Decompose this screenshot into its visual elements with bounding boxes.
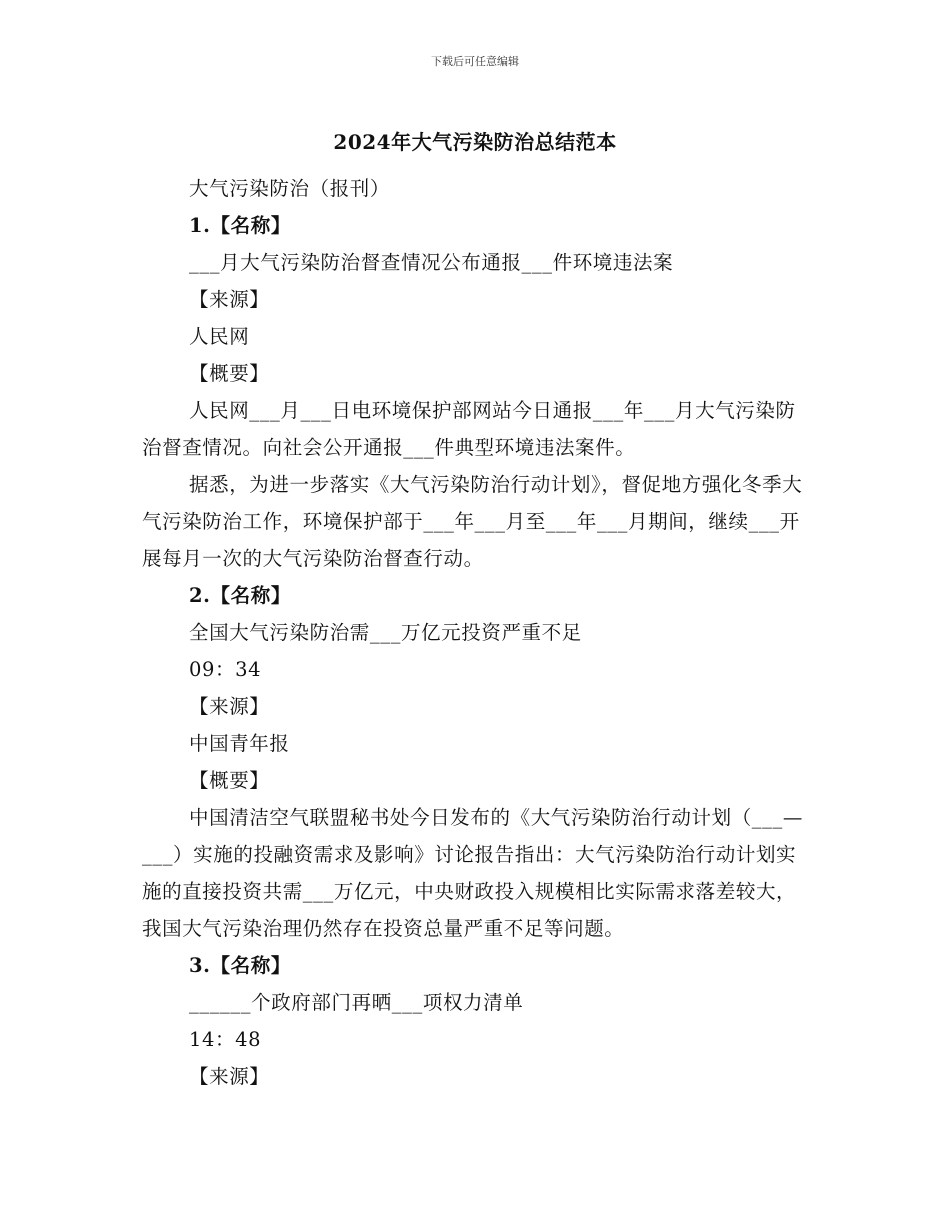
paragraph: 【来源】 bbox=[189, 288, 270, 311]
paragraph: 据悉，为进一步落实《大气污染防治行动计划》，督促地方强化冬季大气污染防治工作，环境保护部于___年___月至___年___月期间，继续___开展每月一次的大气污染防治督查行动。 bbox=[142, 473, 803, 570]
section-heading: 1.【名称】 bbox=[189, 214, 291, 237]
paragraph: 【来源】 bbox=[189, 695, 270, 718]
paragraph: 【概要】 bbox=[189, 362, 270, 385]
paragraph: ___月大气污染防治督查情况公布通报___件环境违法案 bbox=[189, 251, 674, 274]
paragraph: 人民网 bbox=[189, 325, 250, 348]
paragraph: 14：48 bbox=[189, 1028, 262, 1051]
section-heading: 2.【名称】 bbox=[189, 584, 291, 607]
paragraph: 中国青年报 bbox=[189, 732, 290, 755]
document-body bbox=[142, 170, 812, 1095]
paragraph: ______个政府部门再晒___项权力清单 bbox=[189, 991, 524, 1014]
paragraph: 全国大气污染防治需___万亿元投资严重不足 bbox=[189, 621, 582, 644]
paragraph: 大气污染防治（报刊） bbox=[189, 177, 391, 200]
paragraph: 【来源】 bbox=[189, 1065, 270, 1088]
paragraph: 人民网___月___日电环境保护部网站今日通报___年___月大气污染防治督查情况。向社会公开通报___件典型环境违法案件。 bbox=[142, 399, 796, 459]
document-title: 2024年大气污染防治总结范本 bbox=[333, 130, 617, 154]
paragraph: 中国清洁空气联盟秘书处今日发布的《大气污染防治行动计划（___—___）实施的投融资需求及影响》讨论报告指出：大气污染防治行动计划实施的直接投资共需___万亿元，中央财政投入规模相比实际需求落差较大，我国大气污染治理仍然存在投资总量严重不足等问题。 bbox=[142, 806, 803, 940]
paragraph: 09：34 bbox=[189, 658, 262, 681]
header-note: 下载后可任意编辑 bbox=[431, 55, 519, 68]
paragraph: 【概要】 bbox=[189, 769, 270, 792]
section-heading: 3.【名称】 bbox=[189, 954, 291, 977]
